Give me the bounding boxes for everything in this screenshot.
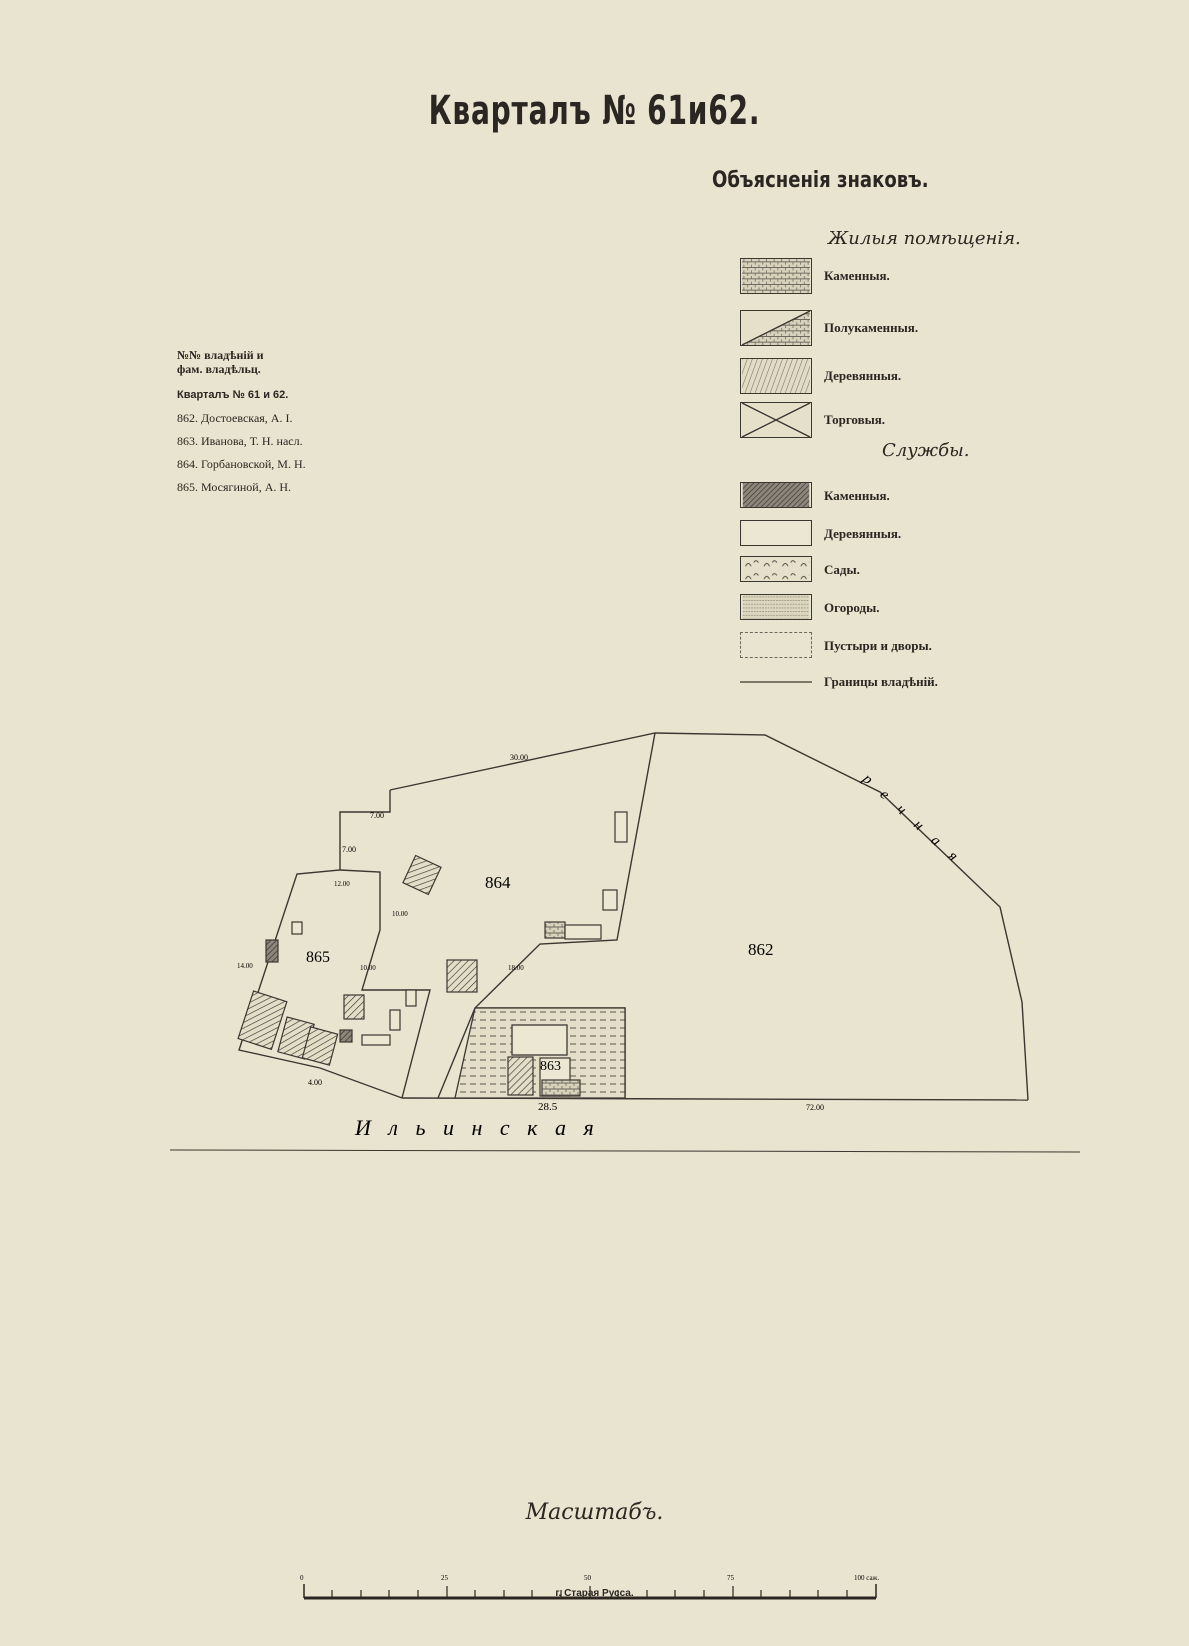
scale-tick-label: 25	[441, 1574, 448, 1582]
dim-label: 10.00	[360, 964, 376, 972]
legend-label: Огороды.	[824, 600, 880, 615]
legend-label: Деревянныя.	[824, 368, 902, 383]
lot-label-864: 864	[485, 873, 511, 892]
building	[238, 991, 287, 1049]
legend-label: Сады.	[824, 562, 860, 577]
lot-label-863: 863	[540, 1059, 561, 1074]
dim-label: 72.00	[806, 1103, 824, 1112]
building	[512, 1025, 567, 1055]
owner-entry: 863. Иванова, Т. Н. насл.	[177, 434, 303, 448]
building	[266, 940, 278, 962]
legend-title: Объясненія знаковъ.	[712, 168, 929, 193]
legend-services-heading: Службы.	[882, 440, 970, 461]
owners-block: Кварталъ № 61 и 62.	[177, 389, 289, 401]
building	[447, 960, 477, 992]
lot-label-862: 862	[748, 940, 774, 959]
legend-label: Деревянныя.	[824, 526, 902, 541]
dim-label: 4.00	[308, 1078, 322, 1087]
scale-tick-label: 50	[584, 1574, 591, 1582]
building	[542, 1080, 580, 1096]
scale-bar	[296, 1560, 906, 1610]
street-name: И л ь и н с к а я	[355, 1115, 600, 1140]
owner-entry: 865. Мосягиной, А. Н.	[177, 480, 292, 494]
legend-label: Каменныя.	[824, 268, 890, 283]
scale-title: Масштабъ.	[525, 1500, 664, 1525]
owners-heading-2: фам. владѣльц.	[177, 362, 261, 376]
lot-label-865: 865	[306, 949, 330, 966]
building	[565, 925, 601, 939]
legend-label: Торговыя.	[824, 412, 886, 427]
city-label: г. Старая Русса.	[555, 1588, 634, 1599]
legend-label: Полукаменныя.	[824, 320, 919, 335]
scale-tick-label: 75	[727, 1574, 734, 1582]
building	[615, 812, 627, 842]
owners-heading-1: №№ владѣній и	[177, 348, 264, 362]
building	[292, 922, 302, 934]
building	[344, 995, 364, 1019]
building	[406, 990, 416, 1006]
dim-label: 7.00	[342, 845, 356, 854]
building	[340, 1030, 352, 1042]
legend-residential-heading: Жилыя помѣщенія.	[828, 228, 1021, 249]
building	[390, 1010, 400, 1030]
dim-label: 10.00	[392, 910, 408, 918]
building	[508, 1057, 533, 1095]
building	[362, 1035, 390, 1045]
owner-entry: 862. Достоевская, А. I.	[177, 411, 293, 425]
dim-label: 14.00	[237, 962, 253, 970]
legend-label: Границы владѣній.	[824, 674, 938, 689]
owner-entry: 864. Горбановской, М. Н.	[177, 457, 306, 471]
dim-label: 18.00	[508, 964, 524, 972]
dim-label: 12.00	[334, 880, 350, 888]
legend-label: Пустыри и дворы.	[824, 638, 932, 653]
building	[545, 922, 565, 938]
page-title: Кварталъ № 61и62.	[428, 88, 761, 134]
scale-tick-label: 100 саж.	[854, 1574, 880, 1582]
scale-tick-label: 0	[300, 1574, 304, 1582]
building	[603, 890, 617, 910]
building	[403, 855, 441, 894]
dim-label: 7.00	[370, 811, 384, 820]
legend-label: Каменныя.	[824, 488, 890, 503]
street-name-right: р е ч н а я	[859, 771, 966, 869]
dim-label: 28.5	[538, 1101, 558, 1113]
dim-label: 30.00	[510, 753, 528, 762]
